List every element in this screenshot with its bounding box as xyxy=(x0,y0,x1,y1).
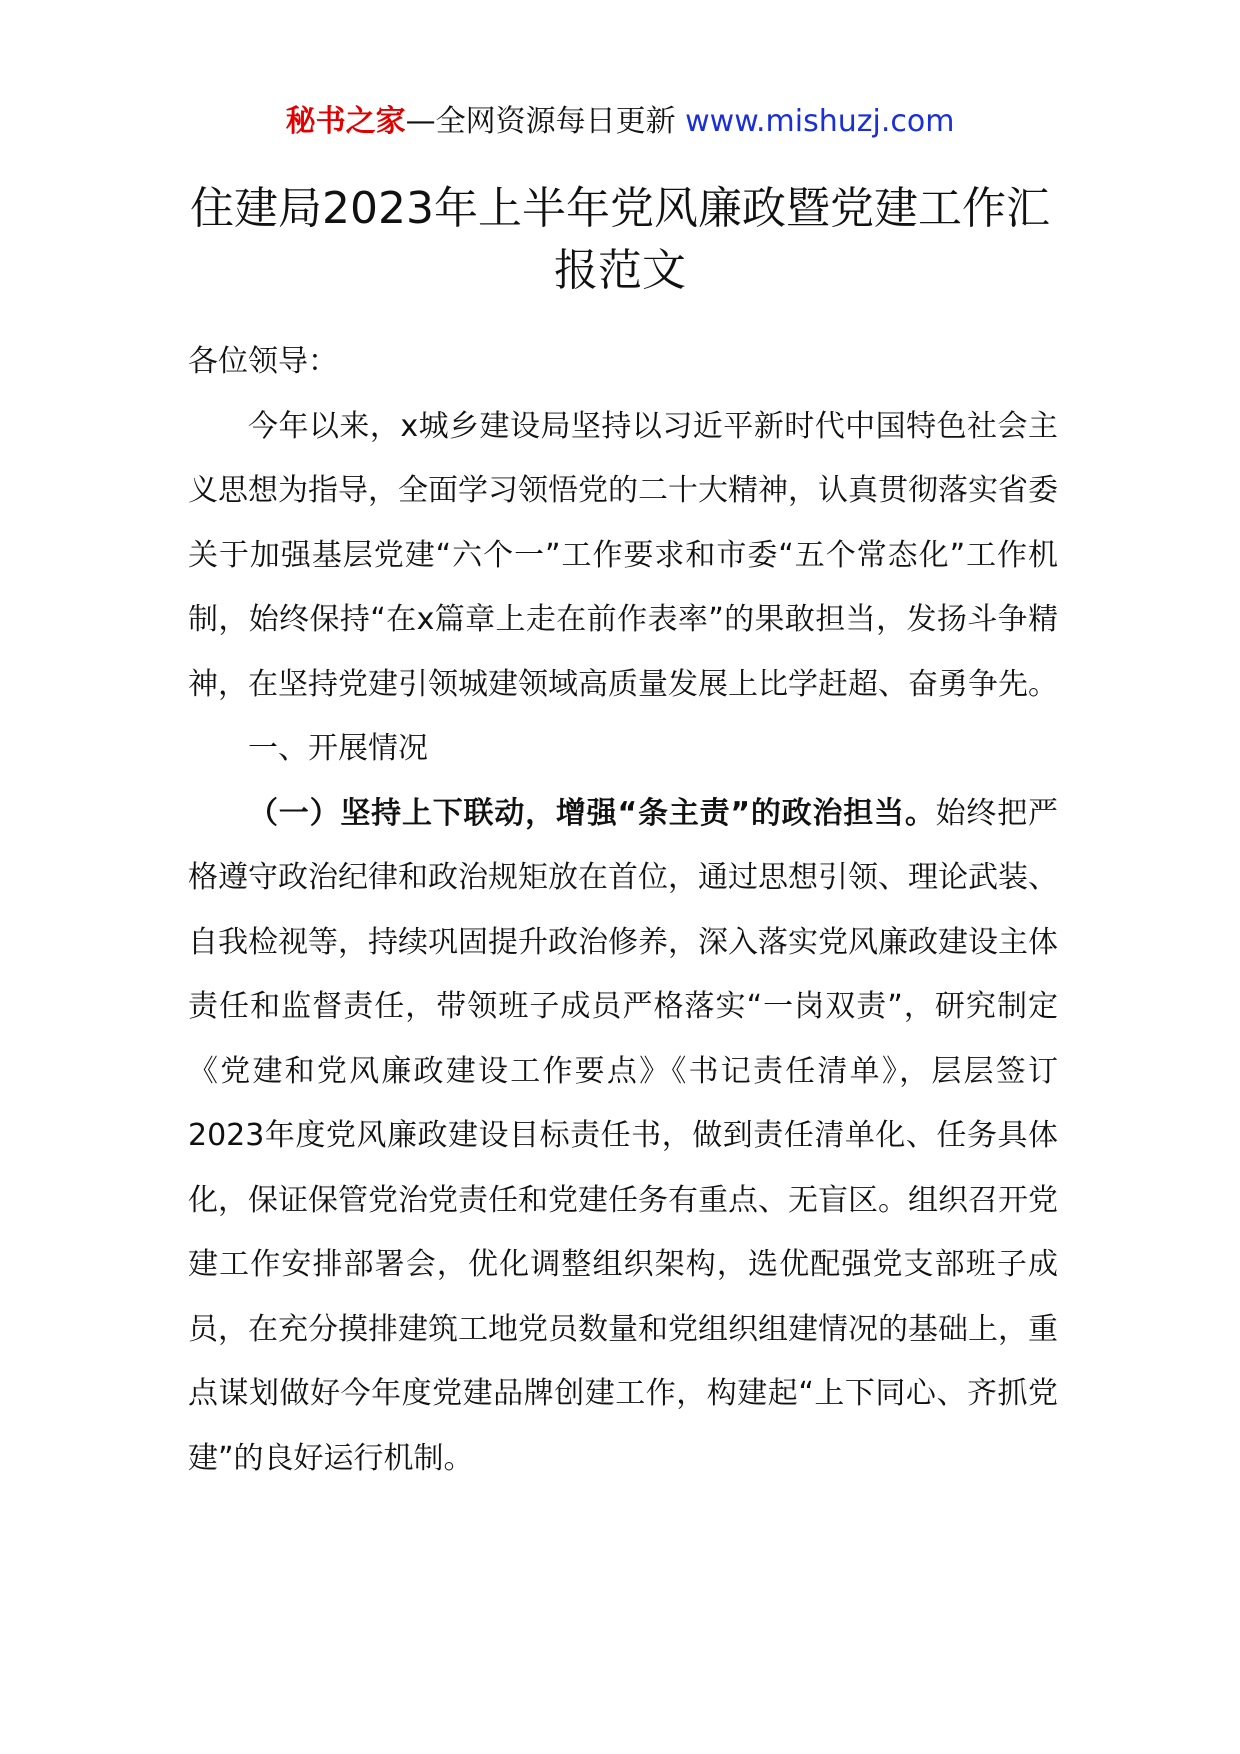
subsection-paragraph xyxy=(188,782,1058,1492)
subsection-heading: （一）坚持上下联动，增强“条主责”的政治担当。 xyxy=(248,795,936,831)
document-title: 住建局2023年上半年党风廉政暨党建工作汇报范文 xyxy=(190,183,1050,296)
site-header xyxy=(0,100,1240,144)
subsection-body: 始终把严格遵守政治纪律和政治规矩放在首位，通过思想引领、理论武装、自我检视等，持续巩固提升政治修养，深入落实党风廉政建设主体责任和监督责任，带领班子成员严格落实“一岗双责”，研究制定《党建和党风廉政建设工作要点》《书记责任清单》，层层签订2023年度党风廉政建设目标责任书，做到责任清单化、任务具体化，保证保管党治党责任和党建任务有重点、无盲区。组织召开党建工作安排部署会，优化调整组织架构，选优配强党支部班子成员，在充分摸排建筑工地党员数量和党组织组建情况的基础上，重点谋划做好今年度党建品牌创建工作，构建起“上下同心、齐抓党建”的良好运行机制。 xyxy=(188,795,1058,1476)
intro-paragraph: 今年以来，x城乡建设局坚持以习近平新时代中国特色社会主义思想为指导，全面学习领悟党的二十大精神，认真贯彻落实省委关于加强基层党建“六个一”工作要求和市委“五个常态化”工作机制，始终保持“在x篇章上走在前作表率”的果敢担当，发扬斗争精神，在坚持党建引领城建领域高质量发展上比学赶超、奋勇争先。 xyxy=(188,408,1058,702)
brand-name: 秘书之家 xyxy=(285,104,406,139)
document-body xyxy=(188,330,1058,1491)
header-slogan: —全网资源每日更新 xyxy=(405,104,676,139)
salutation: 各位领导： xyxy=(188,344,338,379)
site-url-link[interactable]: www.mishuzj.com xyxy=(685,104,955,139)
section-heading: 一、开展情况 xyxy=(248,731,428,766)
